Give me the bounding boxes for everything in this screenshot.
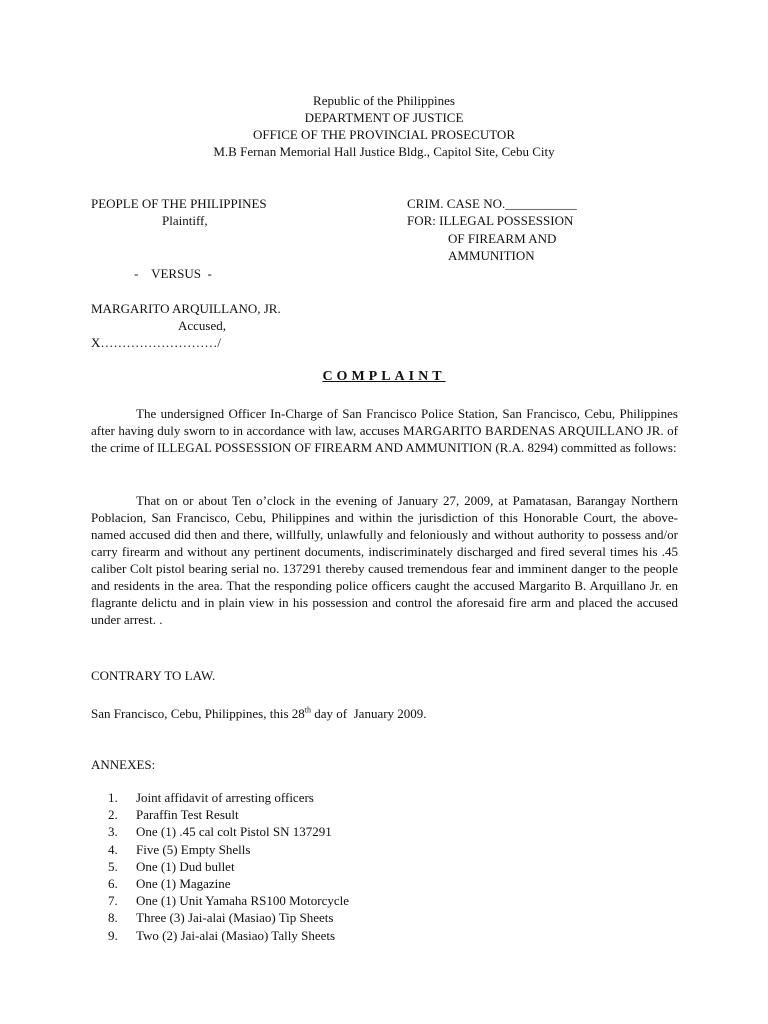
complaint-paragraph-2: That on or about Ten o’clock in the evening of January 27, 2009, at Pamatasan, Barangay Northern Poblacion, San Francisco, Cebu, Philippines and within the jurisdiction of this Honorable Court, the above-named accused did then and there, willfully, unlawfully and feloniously and without authority to possess and/or carry firearm and without any pertinent documents, indiscriminately discharged and fired several times his .45 caliber Colt pistol bearing serial no. 137291 thereby caused tremendous fear and imminent danger to the people and residents in the area. That the responding police officers caught the accused Margarito B. Arquillano Jr. en flagrante delictu and in plain view in his possession and control the aforesaid fire arm and placed the accused under arrest. . [91, 493, 678, 627]
list-item-number: 1. [108, 790, 118, 805]
list-item [108, 875, 349, 892]
list-item-number: 2. [108, 807, 118, 823]
list-item-number: 7. [108, 893, 118, 909]
accused-label: Accused, [178, 318, 227, 333]
plaintiff-name: PEOPLE OF THE PHILIPPINES [91, 196, 267, 211]
list-item-number: 9. [108, 927, 118, 943]
list-item [108, 858, 349, 875]
date-line [91, 705, 427, 722]
offense-line-1: FOR: ILLEGAL POSSESSION [407, 213, 574, 228]
plaintiff-label: Plaintiff, [162, 213, 208, 228]
complaint-paragraph-1: The undersigned Officer In-Charge of San Francisco Police Station, San Francisco, Cebu, Philippines after having duly sworn to in accordance with law, accuses MARGARITO BARDENAS ARQUILLANO JR. of the crime of ILLEGAL POSSESSION OF FIREARM AND AMMUNITION (R.A. 8294) committed as follows: [91, 406, 678, 455]
header-office: OFFICE OF THE PROVINCIAL PROSECUTOR [253, 127, 515, 142]
header-address: M.B Fernan Memorial Hall Justice Bldg., Capitol Site, Cebu City [213, 144, 555, 159]
list-item-number: 3. [108, 824, 118, 840]
date-superscript: th [304, 705, 312, 715]
list-item [108, 806, 349, 823]
list-item-number: 8. [108, 910, 118, 926]
list-item [108, 841, 349, 858]
offense-line-3: AMMUNITION [448, 248, 535, 263]
date-suffix: day of January 2009. [311, 706, 427, 721]
list-item-number: 4. [108, 841, 118, 857]
header-republic: Republic of the Philippines [313, 93, 455, 108]
list-item-text: Two (2) Jai-alai (Masiao) Tally Sheets [136, 927, 336, 943]
header-department: DEPARTMENT OF JUSTICE [304, 110, 464, 125]
contrary-to-law: CONTRARY TO LAW. [91, 668, 216, 683]
annexes-heading: ANNEXES: [91, 757, 156, 772]
offense-line-2: OF FIREARM AND [448, 231, 557, 246]
list-item [108, 823, 349, 840]
list-item-number: 6. [108, 875, 118, 891]
list-item-text: One (1) Unit Yamaha RS100 Motorcycle [136, 893, 350, 909]
list-item-number: 5. [108, 858, 118, 874]
complaint-title: COMPLAINT [322, 369, 446, 384]
list-item [108, 892, 349, 909]
list-item-text: Five (5) Empty Shells [136, 841, 251, 857]
annexes-list [108, 789, 349, 944]
list-item-text: One (1) Magazine [136, 875, 231, 891]
list-item-text: Joint affidavit of arresting officers [136, 790, 314, 805]
versus-label: - VERSUS - [134, 266, 212, 281]
list-item-text: One (1) .45 cal colt Pistol SN 137291 [136, 824, 332, 840]
case-number: CRIM. CASE NO.___________ [407, 196, 577, 211]
list-item-text: One (1) Dud bullet [136, 858, 235, 874]
document-header [0, 92, 768, 160]
list-item [108, 789, 349, 806]
accused-name: MARGARITO ARQUILLANO, JR. [91, 301, 281, 316]
date-prefix: San Francisco, Cebu, Philippines, this 28 [91, 706, 305, 721]
list-item [108, 909, 349, 926]
list-item [108, 927, 349, 944]
list-item-text: Three (3) Jai-alai (Masiao) Tip Sheets [136, 910, 334, 926]
caption-x-line: X………………………/ [91, 335, 221, 350]
list-item-text: Paraffin Test Result [136, 807, 239, 823]
